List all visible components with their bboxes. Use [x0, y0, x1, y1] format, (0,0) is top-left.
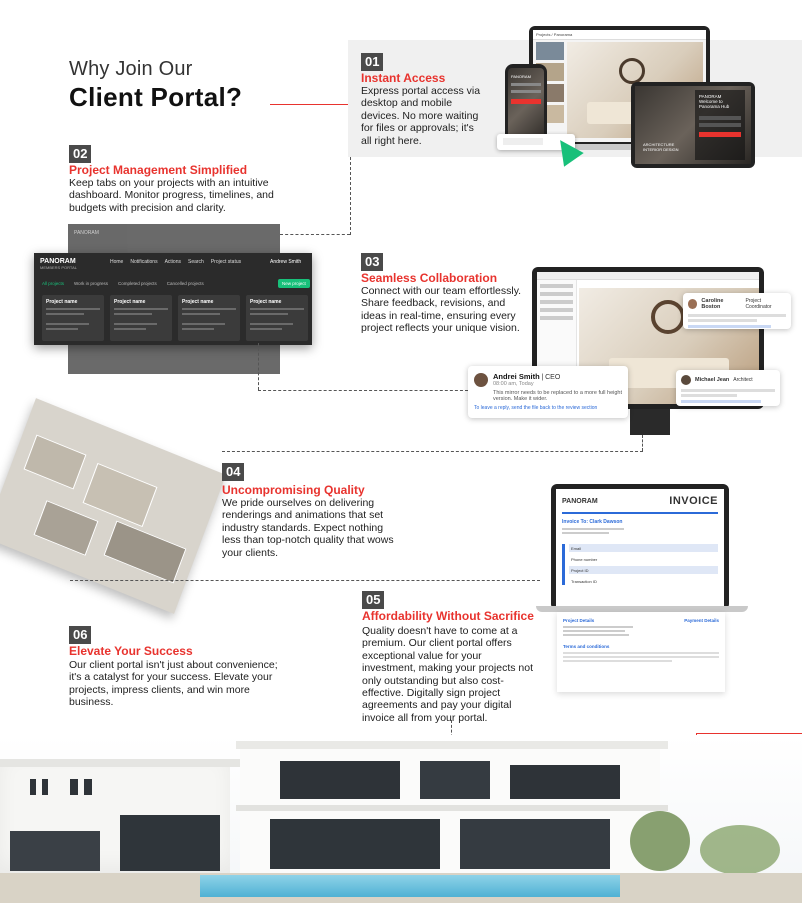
- invoice-details-sheet: [557, 612, 725, 692]
- comment-author: Michael Jean: [695, 377, 730, 383]
- comment-author: Andrei Smith: [493, 372, 540, 381]
- connector-line: [258, 390, 468, 391]
- section-title-04: Uncompromising Quality: [222, 483, 365, 497]
- reply-link[interactable]: To leave a reply, send the file back to the review section: [474, 405, 598, 411]
- section-number-04: 04: [222, 463, 244, 481]
- invoice-title: INVOICE: [669, 495, 718, 507]
- section-body-02: Keep tabs on your projects with an intuitive dashboard. Monitor progress, timelines, and budgets with precision and clarity.: [69, 177, 274, 214]
- tablet-frame: PANORAM Welcome to Panorama Hub ARCHITECTURE INTERIOR DESIGN: [631, 82, 755, 168]
- terms-label: Terms and conditions: [563, 644, 610, 649]
- invoice-row: Project ID: [569, 566, 718, 574]
- dashboard-subtitle: MEMBERS PORTAL: [40, 265, 77, 270]
- comment-card-ceo[interactable]: Andrei Smith | CEO 08:00 am, Today This mirror needs to be replaced to a more full height version. Make it wider. To leave a reply, send the file back to the review section: [468, 366, 628, 418]
- section-number-01: 01: [361, 53, 383, 71]
- section-body-03: Connect with our team effortlessly. Share feedback, revisions, and ideas in real-time, ensuring every project reflects your unique vision.: [361, 285, 522, 335]
- connector-line: [70, 580, 540, 581]
- comment-author: Caroline Boston: [701, 298, 724, 310]
- avatar: [474, 373, 488, 387]
- connector-line: [350, 157, 351, 235]
- connector-line: [642, 435, 643, 451]
- heading-underline: [270, 104, 348, 105]
- invoice-row: Transaction ID: [569, 577, 718, 585]
- section-title-01: Instant Access: [361, 71, 446, 85]
- dashboard-filters: [42, 281, 204, 286]
- invoice-brand: PANORAM: [562, 497, 598, 505]
- section-number-05: 05: [362, 591, 384, 609]
- section-title-06: Elevate Your Success: [69, 644, 193, 658]
- section-body-06: Our client portal isn't just about convenience; it's a catalyst for your success. Elevate your projects, impress clients, and win more business.: [69, 659, 278, 709]
- nav-notifications[interactable]: Notifications: [130, 259, 158, 265]
- invoice-laptop-frame: [551, 484, 729, 610]
- laptop-frame: Projects / Panorama: [529, 26, 710, 146]
- dashboard-window: [34, 253, 312, 345]
- comment-card-architect[interactable]: [676, 370, 780, 406]
- nav-search[interactable]: Search: [187, 259, 204, 265]
- phone-frame: PANORAM: [505, 64, 547, 148]
- section-title-05: Affordability Without Sacrifice: [362, 609, 534, 623]
- payment-details-label: Payment Details: [684, 618, 719, 623]
- nav-actions[interactable]: Actions: [164, 259, 181, 265]
- avatar: [681, 375, 691, 385]
- dashboard-nav: [110, 259, 241, 265]
- dashboard-shadow-panel: PANORAM: [68, 224, 280, 374]
- monitor-stand: [630, 409, 670, 435]
- invoice-row: Email: [569, 544, 718, 552]
- dashboard-user[interactable]: Andrew Smith: [270, 259, 302, 265]
- devices-mockup: [483, 24, 793, 174]
- avatar: [688, 299, 697, 309]
- section-body-05: Quality doesn't have to come at a premium. Our client portal offers exceptional value for your investment, making your projects not only outstanding but also cost-effective. Digitally sign project agreements and pay your digital invoice all from your portal.: [362, 625, 533, 724]
- comment-card-coordinator[interactable]: [683, 293, 791, 329]
- section-number-06: 06: [69, 626, 91, 644]
- filter-all[interactable]: All projects: [42, 281, 65, 286]
- comment-text: This mirror needs to be replaced to a more full height version. Make it wider.: [493, 390, 623, 402]
- nav-home[interactable]: Home: [110, 259, 124, 265]
- section-number-03: 03: [361, 253, 383, 271]
- dashboard-brand: PANORAM: [40, 258, 76, 265]
- project-card[interactable]: Project name: [178, 295, 240, 341]
- comment-role: Architect: [733, 377, 753, 383]
- invoice-row: Phone number: [569, 555, 718, 563]
- connector-line: [280, 234, 350, 235]
- connector-line: [222, 451, 643, 452]
- heading-line-1: Why Join Our: [69, 58, 193, 80]
- comment-time: 08:00 am, Today: [493, 381, 534, 387]
- section-number-02: 02: [69, 145, 91, 163]
- floorplan-image: [0, 412, 215, 602]
- accent-rule: [696, 733, 802, 734]
- comment-role: CEO: [545, 374, 561, 381]
- section-body-01: Express portal access via desktop and mobile devices. No more waiting for files or approvals; it's all right here.: [361, 85, 481, 147]
- project-card[interactable]: Project name: [42, 295, 104, 341]
- heading-line-2: Client Portal?: [69, 82, 243, 112]
- nav-project-status[interactable]: Project status: [210, 259, 242, 265]
- project-cards: [42, 295, 308, 341]
- connector-line: [258, 343, 259, 390]
- new-project-button[interactable]: New project: [278, 279, 310, 288]
- project-details-label: Project Details: [563, 618, 595, 623]
- section-body-04: We pride ourselves on delivering renderings and animations that set industry standards. Expect nothing less than top-notch quality that wows your clients.: [222, 497, 394, 559]
- filter-wip[interactable]: Work in progress: [74, 281, 108, 286]
- house-image: [0, 735, 802, 903]
- filter-cancelled[interactable]: Cancelled projects: [166, 281, 204, 286]
- invoice-to: Invoice To: Clark Dawson: [562, 519, 623, 525]
- filter-completed[interactable]: Completed projects: [117, 281, 157, 286]
- section-title-03: Seamless Collaboration: [361, 271, 498, 285]
- section-title-02: Project Management Simplified: [69, 163, 248, 177]
- comment-role: Project Coordinator: [745, 298, 772, 310]
- project-card[interactable]: Project name: [246, 295, 308, 341]
- project-card[interactable]: Project name: [110, 295, 172, 341]
